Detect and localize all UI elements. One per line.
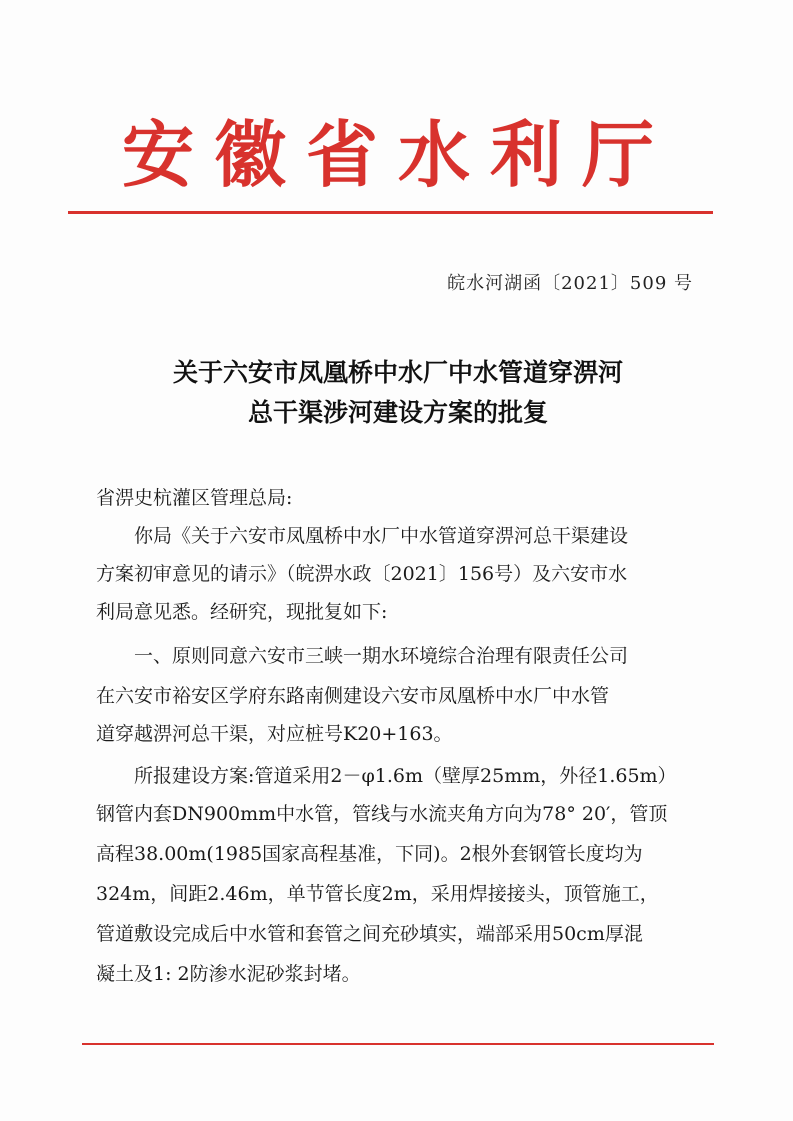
body-line-1: 你局《关于六安市凤凰桥中水厂中水管道穿淠河总干渠建设 bbox=[134, 525, 629, 547]
document-title-line-1: 关于六安市凤凰桥中水厂中水管道穿淠河 bbox=[172, 358, 623, 387]
body-line-7: 所报建设方案:管道采用2－φ1.6m（壁厚25mm，外径1.65m） bbox=[134, 765, 677, 787]
body-line-8: 钢管内套DN900mm中水管，管线与水流夹角方向为78° 20′，管顶 bbox=[96, 803, 668, 825]
body-line-2: 方案初审意见的请示》（皖淠水政〔2021〕156号）及六安市水 bbox=[96, 563, 628, 585]
footer-red-rule bbox=[82, 1043, 714, 1045]
body-line-5: 在六安市裕安区学府东路南侧建设六安市凤凰桥中水厂中水管 bbox=[96, 685, 610, 707]
body-line-4: 一、原则同意六安市三峡一期水环境综合治理有限责任公司 bbox=[134, 645, 629, 667]
letterhead-organization: 安徽省水利厅 bbox=[121, 113, 674, 197]
recipient-line: 省淠史杭灌区管理总局: bbox=[96, 487, 293, 509]
body-line-12: 凝土及1: 2防渗水泥砂浆封堵。 bbox=[96, 963, 361, 985]
body-line-11: 管道敷设完成后中水管和套管之间充砂填实，端部采用50cm厚混 bbox=[96, 923, 643, 945]
document-title-line-2: 总干渠涉河建设方案的批复 bbox=[247, 398, 548, 427]
body-line-3: 利局意见悉。经研究，现批复如下: bbox=[96, 601, 388, 623]
letterhead-red-rule bbox=[68, 211, 713, 214]
document-number: 皖水河湖函〔2021〕509 号 bbox=[447, 273, 693, 294]
body-line-6: 道穿越淠河总干渠，对应桩号K20+163。 bbox=[96, 723, 453, 745]
body-line-9: 高程38.00m(1985国家高程基准，下同)。2根外套钢管长度均为 bbox=[96, 843, 643, 865]
body-line-10: 324m，间距2.46m，单节管长度2m，采用焊接接头，顶管施工， bbox=[96, 883, 659, 905]
